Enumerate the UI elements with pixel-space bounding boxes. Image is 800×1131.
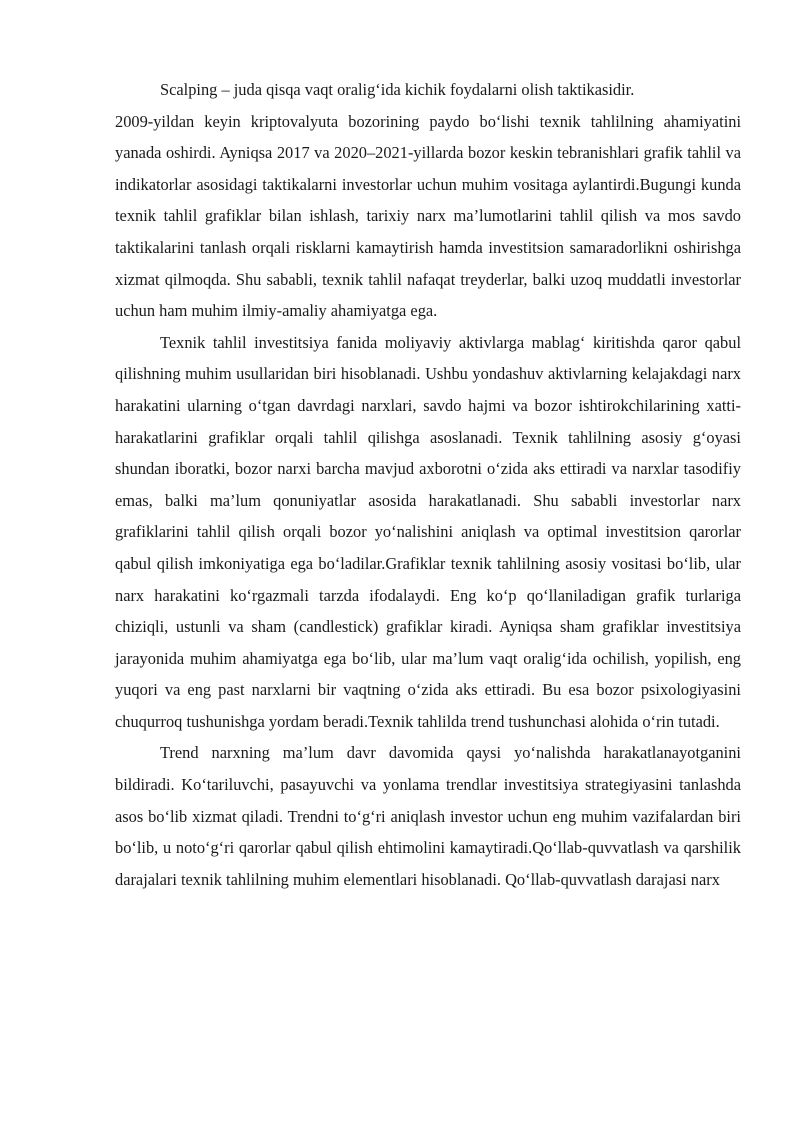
paragraph-scalping: Scalping – juda qisqa vaqt oralig‘ida kichik foydalarni olish taktikasidir.: [160, 80, 635, 99]
paragraph-crypto: 2009-yildan keyin kriptovalyuta bozorining paydo bo‘lishi texnik tahlilning ahamiyatini yanada oshirdi. Ayniqsa 2017 va 2020–2021-yillarda bozor keskin tebranishlari grafik tahlil va indikatorlar asosidagi taktikalarni investorlar uchun muhim vositaga aylantirdi.Bugungi kunda texnik tahlil grafiklar bilan ishlash, tarixiy narx ma’lumotlarini tahlil qilish va mos savdo taktikalarini tanlash orqali risklarni kamaytirish hamda investitsion samaradorlikni oshirishga xizmat qilmoqda. Shu sababli, texnik tahlil nafaqat treyderlar, balki uzoq muddatli investorlar uchun ham muhim ilmiy-amaliy ahamiyatga ega.: [115, 111, 741, 321]
paragraph-technical-analysis: Texnik tahlil investitsiya fanida moliyaviy aktivlarga mablag‘ kiritishda qaror qabul qilishning muhim usullaridan biri hisoblanadi. Ushbu yondashuv aktivlarning kelajakdagi narx harakatini ularning o‘tgan davrdagi narxlari, savdo hajmi va bozor ishtirokchilarining xatti-harakatlarini grafiklar orqali tahlil qilishga asoslanadi. Texnik tahlilning asosiy g‘oyasi shundan iboratki, bozor narxi barcha mavjud axborotni o‘zida aks ettiradi va narxlar tasodifiy emas, balki ma’lum qonuniyatlar asosida harakatlanadi. Shu sababli investorlar narx grafiklarini tahlil qilish orqali bozor yo‘nalishini aniqlash va optimal investitsion qarorlar qabul qilish imkoniyatiga ega bo‘ladilar.Grafiklar texnik tahlilning asosiy vositasi bo‘lib, ular narx harakatini ko‘rgazmali tarzda ifodalaydi. Eng ko‘p qo‘llaniladigan grafik turlariga chiziqli, ustunli va sham (candlestick) grafiklar kiradi. Ayniqsa sham grafiklar investitsiya jarayonida muhim ahamiyatga ega bo‘lib, ular ma’lum vaqt oralig‘ida ochilish, yopilish, eng yuqori va eng past narxlarni bir vaqtning o‘zida aks ettiradi. Bu esa bozor psixologiyasini chuqurroq tushunishga yordam beradi.Texnik tahlilda trend tushunchasi alohida o‘rin tutadi.: [115, 332, 741, 731]
document-page: [115, 74, 741, 895]
paragraph-trend: Trend narxning ma’lum davr davomida qaysi yo‘nalishda harakatlanayotganini bildiradi. Ko‘tariluvchi, pasayuvchi va yonlama trendlar investitsiya strategiyasini tanlashda asos bo‘lib xizmat qiladi. Trendni to‘g‘ri aniqlash investor uchun eng muhim vazifalardan biri bo‘lib, u noto‘g‘ri qarorlar qabul qilish ehtimolini kamaytiradi.Qo‘llab-quvvatlash va qarshilik darajalari texnik tahlilning muhim elementlari hisoblanadi. Qo‘llab-quvvatlash darajasi narx: [115, 743, 741, 889]
